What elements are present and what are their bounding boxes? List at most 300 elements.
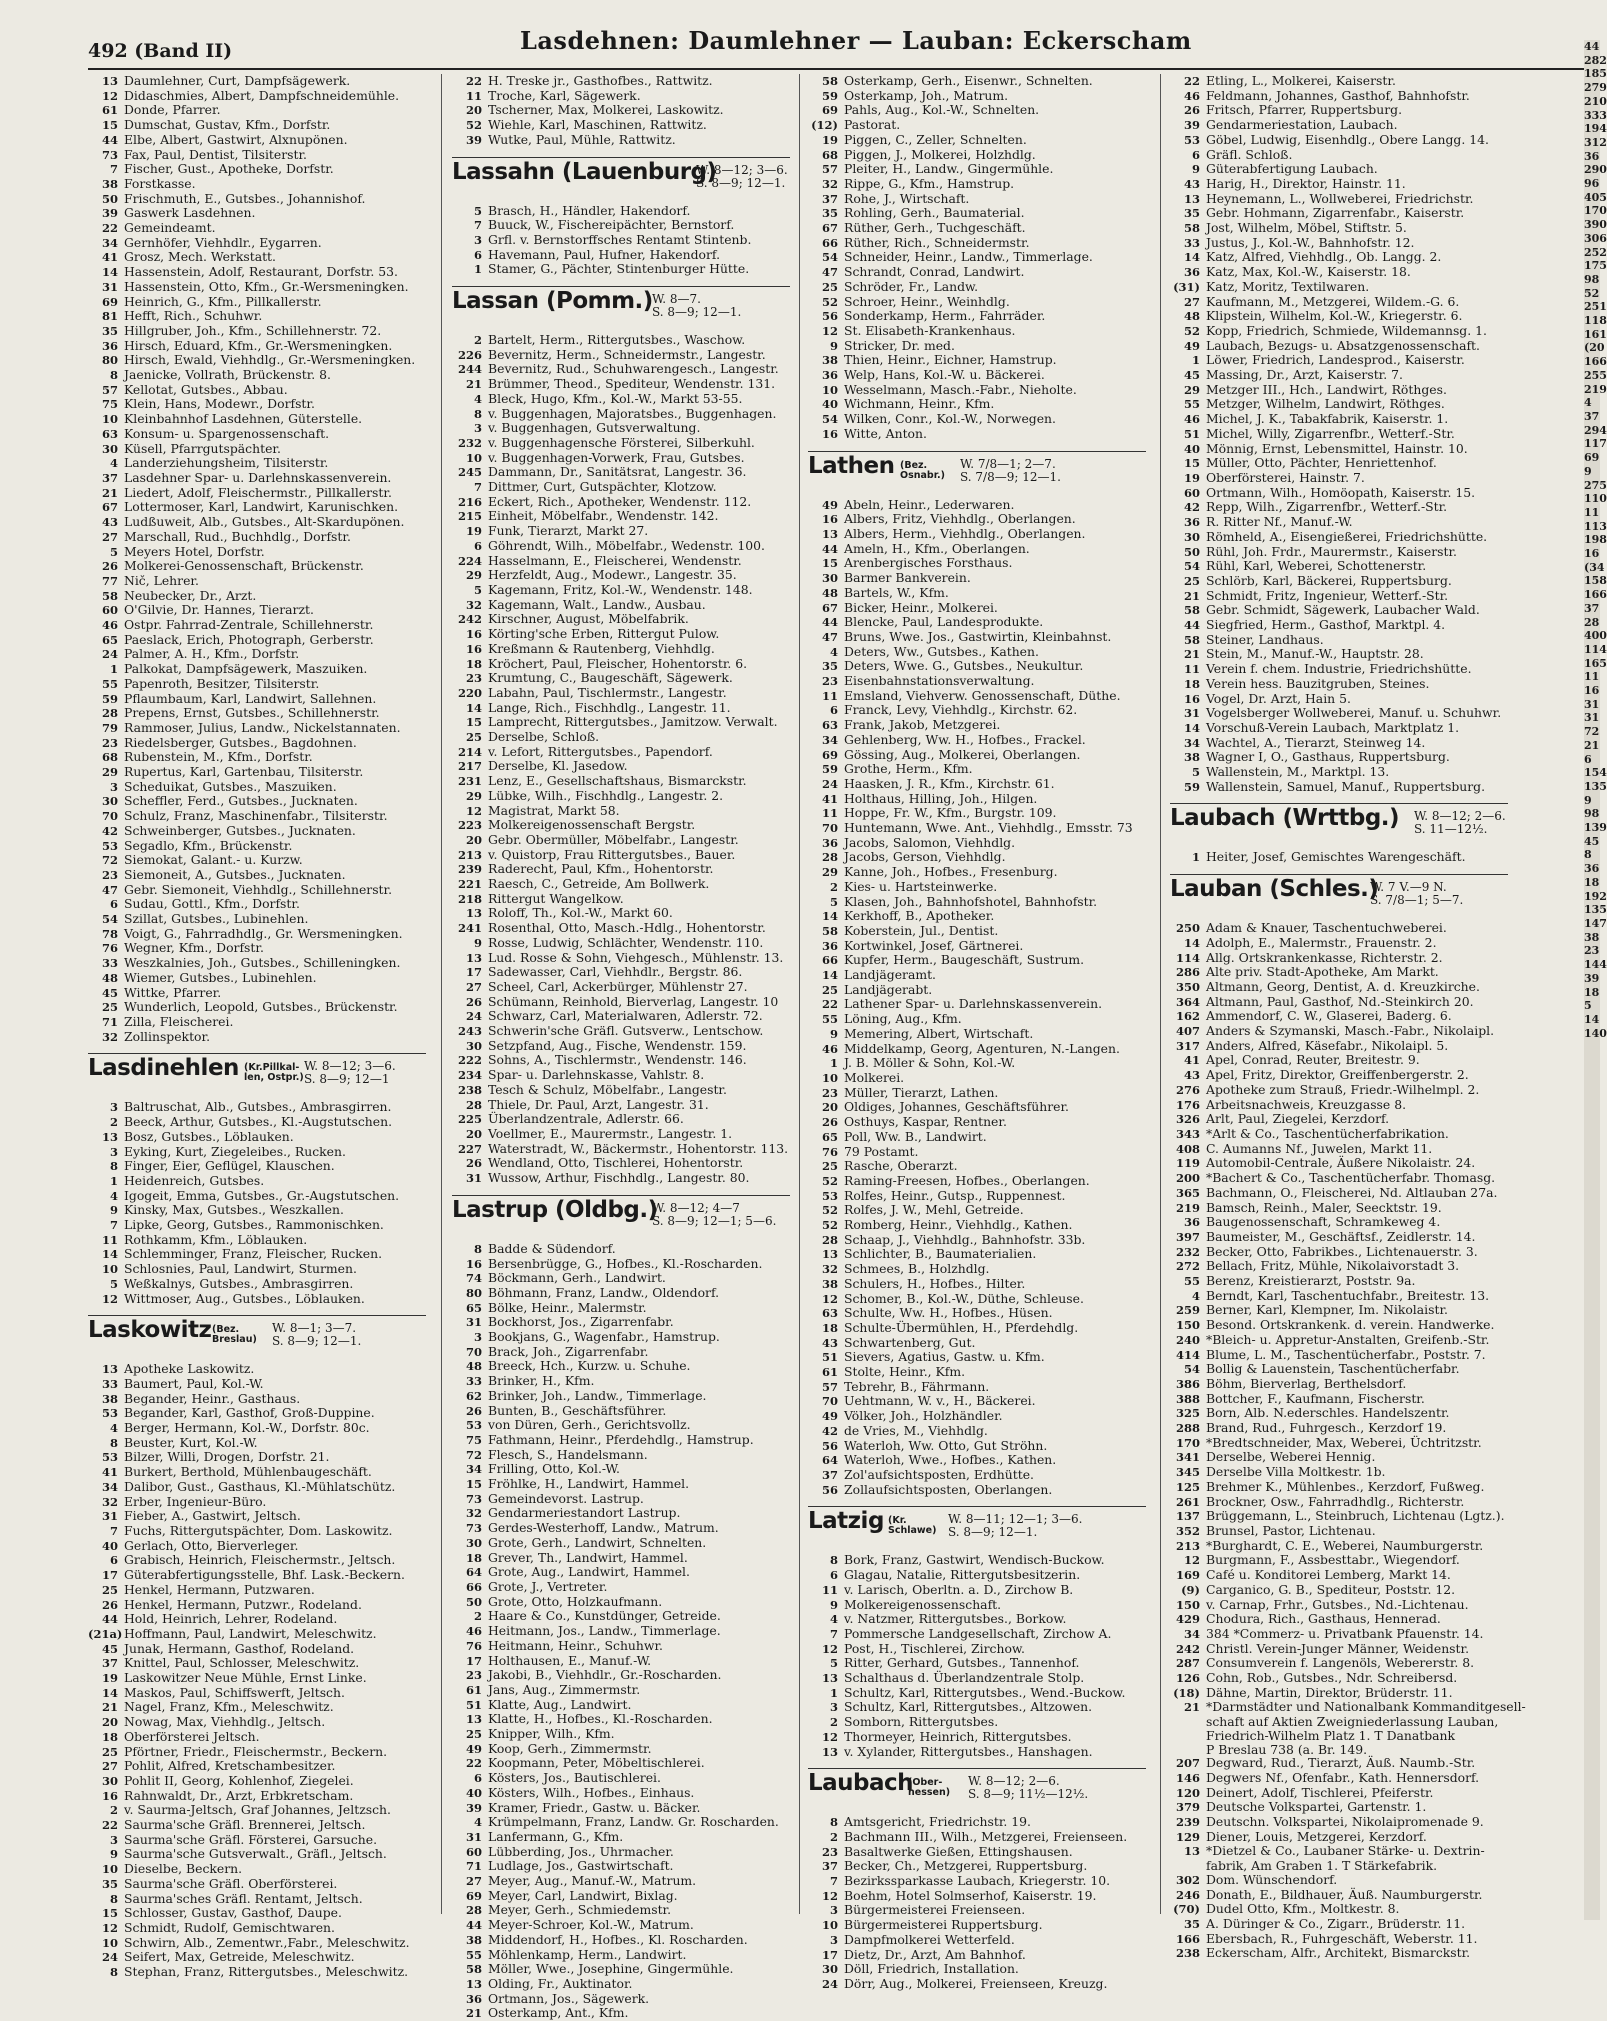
directory-entry	[808, 1277, 1146, 1292]
subscriber-text: Fuchs, Rittergutspächter, Dom. Laskowitz.	[124, 1522, 393, 1538]
phone-number: 232	[1175, 1244, 1200, 1259]
subscriber-text: Waterloh, Wwe., Hofbes., Kathen.	[844, 1452, 1057, 1468]
subscriber-text: Döll, Friedrich, Installation.	[844, 1961, 1019, 1977]
place-heading	[1170, 803, 1508, 844]
directory-entry	[88, 1130, 426, 1145]
subscriber-text: Meyer, Carl, Landwirt, Bixlag.	[488, 1887, 678, 1903]
directory-entry	[452, 1742, 790, 1757]
subscriber-text: Gebr. Schmidt, Sägewerk, Laubacher Wald.	[1206, 602, 1480, 618]
phone-number: 35	[101, 1876, 118, 1891]
subscriber-text: Lipke, Georg, Gutsbes., Rammonischken.	[124, 1217, 384, 1233]
directory-entry	[1170, 662, 1508, 677]
phone-number: 48	[465, 1359, 482, 1374]
subscriber-text: Meyer, Gerh., Schmiedemstr.	[488, 1902, 672, 1918]
phone-number: 14	[821, 968, 838, 983]
phone-number: 259	[1175, 1303, 1200, 1318]
directory-entry	[88, 1833, 426, 1848]
directory-entry	[808, 148, 1146, 163]
edge-number: 69	[1584, 451, 1600, 465]
subscriber-text: Klatte, H., Hofbes., Kl.-Roscharden.	[488, 1711, 713, 1727]
phone-number: 52	[465, 118, 482, 133]
edge-number: 38	[1584, 930, 1600, 944]
place-heading	[88, 1315, 426, 1356]
phone-number: 34	[465, 1462, 482, 1477]
subscriber-text: Saurma'sches Gräfl. Rentamt, Jeltsch.	[124, 1890, 363, 1906]
phone-number: 80	[465, 1285, 482, 1300]
phone-number: 12	[465, 803, 482, 818]
phone-number: 13	[821, 1247, 838, 1262]
subscriber-text: Verein hess. Bauzitgruben, Steines.	[1206, 675, 1430, 691]
phone-number: 37	[821, 191, 838, 206]
directory-entry	[88, 397, 426, 412]
edge-number: 44	[1584, 40, 1600, 53]
subscriber-text: schaft auf Aktien Zweigniederlassung Lauban,	[1206, 1714, 1499, 1730]
edge-number: 185	[1584, 67, 1607, 81]
phone-number: 42	[821, 1423, 838, 1438]
subscriber-text: Dittmer, Curt, Gutspächter, Klotzow.	[488, 479, 717, 495]
directory-entry	[1170, 1729, 1508, 1743]
phone-number: 13	[465, 1976, 482, 1991]
phone-number: 47	[821, 265, 838, 280]
directory-entry	[452, 1433, 790, 1448]
directory-entry	[808, 1642, 1146, 1657]
directory-entry	[808, 1815, 1146, 1830]
directory-entry	[808, 1056, 1146, 1071]
phone-number: 27	[465, 979, 482, 994]
directory-entry	[808, 821, 1146, 836]
phone-number: 32	[821, 1262, 838, 1277]
phone-number: (31)	[1173, 279, 1200, 294]
office-hours: W. 8—7. S. 8—9; 12—1.	[652, 292, 742, 320]
directory-entry	[808, 1598, 1146, 1613]
phone-number: 44	[821, 541, 838, 556]
edge-number: 194	[1584, 122, 1607, 136]
subscriber-text: Ebersbach, R., Fuhrgeschäft, Weberstr. 11.	[1206, 1930, 1478, 1946]
phone-number: 51	[821, 1350, 838, 1365]
phone-number: 1	[1191, 353, 1200, 368]
subscriber-text: Bevernitz, Herm., Schneidermstr., Langestr.	[488, 346, 766, 362]
directory-entry	[88, 250, 426, 265]
directory-entry	[88, 500, 426, 515]
phone-number: 21	[101, 1700, 118, 1715]
phone-number: 69	[101, 294, 118, 309]
subscriber-text: Schümann, Reinhold, Bierverlag, Langestr. 10	[488, 993, 779, 1009]
directory-entry	[88, 883, 426, 898]
directory-entry	[808, 1086, 1146, 1101]
directory-entry	[1170, 1348, 1508, 1363]
subscriber-text: Dammann, Dr., Sanitätsrat, Langestr. 36.	[488, 464, 747, 480]
subscriber-text: Lathener Spar- u. Darlehnskassenverein.	[844, 996, 1103, 1012]
subscriber-text: Jost, Wilhelm, Möbel, Stiftstr. 5.	[1206, 220, 1407, 236]
subscriber-text: Abeln, Heinr., Lederwaren.	[844, 496, 1015, 512]
phone-number: 30	[101, 441, 118, 456]
phone-number: 19	[1183, 470, 1200, 485]
phone-number: (70)	[1173, 1902, 1200, 1917]
directory-entry	[88, 868, 426, 883]
phone-number: 36	[465, 1991, 482, 2006]
directory-entry	[1170, 1917, 1508, 1932]
office-hours: W. 8—12; 2—6. S. 8—9; 11½—12½.	[968, 1774, 1089, 1802]
subscriber-text: Friedrich-Wilhelm Platz 1. T Danatbank	[1206, 1727, 1456, 1743]
subscriber-text: Weßkalnys, Gutsbes., Ambrasgirren.	[124, 1275, 354, 1291]
subscriber-text: Erber, Ingenieur-Büro.	[124, 1493, 267, 1509]
directory-entry	[808, 1903, 1146, 1918]
directory-entry	[1170, 1888, 1508, 1903]
subscriber-text: Olding, Fr., Auktinator.	[488, 1975, 633, 1991]
directory-entry	[1170, 1715, 1508, 1729]
directory-entry	[452, 1786, 790, 1801]
directory-entry	[88, 353, 426, 368]
edge-number: 9	[1584, 464, 1592, 478]
phone-number: 6	[1191, 147, 1200, 162]
subscriber-text: Böhmann, Franz, Landw., Oldendorf.	[488, 1284, 720, 1300]
phone-number: 288	[1175, 1421, 1200, 1436]
subscriber-text: Apel, Fritz, Direktor, Greiffenbergerstr. 2.	[1206, 1067, 1469, 1083]
office-hours: W. 8—11; 12—1; 3—6. S. 8—9; 12—1.	[948, 1512, 1083, 1540]
directory-entry	[1170, 1156, 1508, 1171]
directory-entry	[1170, 1771, 1508, 1786]
directory-entry	[88, 515, 426, 530]
phone-number: 54	[821, 250, 838, 265]
phone-number: 52	[821, 1203, 838, 1218]
phone-number: 59	[101, 691, 118, 706]
subscriber-text: Dörr, Aug., Molkerei, Freienseen, Kreuzg.	[844, 1975, 1108, 1991]
subscriber-text: fabrik, Am Graben 1. T Stärkefabrik.	[1206, 1858, 1438, 1874]
phone-number: 46	[1183, 88, 1200, 103]
phone-number: 69	[821, 747, 838, 762]
directory-entry	[88, 765, 426, 780]
subscriber-text: Gebr. Siemoneit, Viehhdlg., Schillehnerstr.	[124, 881, 393, 897]
directory-entry	[452, 774, 790, 789]
phone-number: 79	[101, 720, 118, 735]
edge-number: 140	[1584, 1026, 1607, 1040]
directory-entry	[808, 1889, 1146, 1904]
directory-entry	[88, 794, 426, 809]
phone-number: 39	[1183, 118, 1200, 133]
directory-entry	[1170, 574, 1508, 589]
edge-number: 6	[1584, 752, 1592, 766]
subscriber-text: Bunten, B., Geschäftsführer.	[488, 1402, 667, 1418]
subscriber-text: Lasdehner Spar- u. Darlehnskassenverein.	[124, 469, 392, 485]
directory-entry	[452, 568, 790, 583]
subscriber-text: Kanne, Joh., Hofbes., Fresenburg.	[844, 864, 1058, 880]
subscriber-text: Bartels, W., Kfm.	[844, 584, 949, 600]
directory-entry	[88, 1715, 426, 1730]
phone-number: 30	[821, 1962, 838, 1977]
subscriber-text: Grote, Gerh., Landwirt, Schnelten.	[488, 1534, 707, 1550]
phone-number: 53	[101, 1406, 118, 1421]
directory-entry	[452, 1127, 790, 1142]
phone-number: 38	[101, 176, 118, 191]
subscriber-text: Schulers, H., Hofbes., Hilter.	[844, 1275, 1026, 1291]
subscriber-text: Schmees, B., Holzhdlg.	[844, 1261, 990, 1277]
subscriber-text: Heiter, Josef, Gemischtes Warengeschäft.	[1206, 849, 1466, 865]
subscriber-text: Laskowitzer Neue Mühle, Ernst Linke.	[124, 1670, 367, 1686]
directory-entry	[88, 1218, 426, 1233]
directory-entry	[88, 1233, 426, 1248]
subscriber-text: Boehm, Hotel Solmserhof, Kaiserstr. 19.	[844, 1887, 1097, 1903]
phone-number: 10	[465, 450, 482, 465]
phone-number: 8	[109, 1891, 118, 1906]
phone-number: 170	[1175, 1435, 1200, 1450]
phone-number: 16	[465, 641, 482, 656]
subscriber-text: Einheit, Möbelfabr., Wendenstr. 142.	[488, 508, 719, 524]
phone-number: 17	[101, 1568, 118, 1583]
place-name: Latzig	[808, 1508, 884, 1535]
directory-entry	[1170, 1215, 1508, 1230]
directory-entry	[1170, 1656, 1508, 1671]
subscriber-text: Ameln, H., Kfm., Oberlangen.	[844, 540, 1030, 556]
phone-number: 23	[465, 1668, 482, 1683]
directory-entry	[808, 1130, 1146, 1145]
phone-number: 38	[821, 1276, 838, 1291]
directory-entry	[452, 362, 790, 377]
directory-entry	[1170, 1686, 1508, 1701]
subscriber-text: Gendarmeriestation, Laubach.	[1206, 117, 1398, 133]
phone-number: 70	[821, 821, 838, 836]
directory-entry	[808, 777, 1146, 792]
directory-entry	[1170, 456, 1508, 471]
subscriber-text: Waterloh, Ww. Otto, Gut Ströhn.	[844, 1437, 1048, 1453]
phone-number: 7	[109, 162, 118, 177]
subscriber-text: Glagau, Natalie, Rittergutsbesitzerin.	[844, 1567, 1081, 1583]
directory-entry	[88, 324, 426, 339]
directory-entry	[808, 1715, 1146, 1730]
phone-number: 388	[1175, 1391, 1200, 1406]
phone-number: 12	[821, 1888, 838, 1903]
directory-entry	[808, 295, 1146, 310]
directory-entry	[808, 542, 1146, 557]
edge-number: 72	[1584, 725, 1600, 739]
office-hours: W. 8—12; 2—6. S. 11—12½.	[1414, 809, 1506, 837]
directory-entry	[1170, 1245, 1508, 1260]
subscriber-text: v. Buggenhagen, Majoratsbes., Buggenhagen.	[488, 405, 777, 421]
phone-number: 58	[465, 1962, 482, 1977]
phone-number: 37	[821, 1467, 838, 1482]
directory-entry	[808, 1292, 1146, 1307]
directory-entry	[452, 451, 790, 466]
directory-entry	[808, 1380, 1146, 1395]
subscriber-text: Ludlage, Jos., Gastwirtschaft.	[488, 1858, 674, 1874]
edge-number: 118	[1584, 314, 1607, 328]
directory-entry	[1170, 353, 1508, 368]
phone-number: 50	[101, 191, 118, 206]
edge-number: 37	[1584, 409, 1600, 423]
edge-number: 210	[1584, 94, 1607, 108]
directory-entry	[88, 118, 426, 133]
subscriber-text: Becker, Otto, Fabrikbes., Lichtenauerstr. 3.	[1206, 1243, 1478, 1259]
directory-entry	[452, 1609, 790, 1624]
phone-number: 21	[465, 377, 482, 392]
phone-number: 397	[1175, 1229, 1200, 1244]
subscriber-text: Rühl, Karl, Weberei, Schottenerstr.	[1206, 558, 1427, 574]
directory-entry	[452, 642, 790, 657]
phone-number: (12)	[811, 118, 838, 133]
directory-entry	[452, 1083, 790, 1098]
directory-entry	[1170, 1098, 1508, 1113]
phone-number: 17	[465, 965, 482, 980]
phone-number: 18	[821, 1320, 838, 1335]
subscriber-text: Begander, Heinr., Gasthaus.	[124, 1390, 301, 1406]
place-name: Lasdinehlen	[88, 1055, 239, 1082]
phone-number: 250	[1175, 921, 1200, 936]
phone-number: 21	[465, 2006, 482, 2021]
directory-entry	[452, 759, 790, 774]
phone-number: 126	[1175, 1671, 1200, 1686]
directory-entry	[452, 248, 790, 263]
phone-number: 5	[473, 203, 482, 218]
subscriber-text: Waterstradt, W., Bäckermstr., Hohentorstr. 113.	[488, 1140, 789, 1156]
subscriber-text: Kortwinkel, Josef, Gärtnerei.	[844, 937, 1024, 953]
phone-number: 27	[1183, 294, 1200, 309]
directory-entry	[1170, 1289, 1508, 1304]
phone-number: 16	[465, 627, 482, 642]
phone-number: 48	[101, 970, 118, 985]
subscriber-text: Degwers Nf., Ofenfabr., Kath. Hennersdorf.	[1206, 1769, 1480, 1785]
subscriber-text: C. Aumanns Nf., Juwelen, Markt 11.	[1206, 1140, 1433, 1156]
subscriber-text: Derselbe, Schloß.	[488, 729, 600, 745]
phone-number: 9	[1191, 162, 1200, 177]
directory-entry	[452, 1580, 790, 1595]
subscriber-text: Konsum- u. Spargenossenschaft.	[124, 425, 330, 441]
subscriber-text: Zollinspektor.	[124, 1028, 211, 1044]
subscriber-text: Thiele, Dr. Paul, Arzt, Langestr. 31.	[488, 1096, 709, 1112]
directory-entry	[452, 233, 790, 248]
phone-number: (9)	[1181, 1582, 1200, 1597]
directory-entry	[452, 1551, 790, 1566]
directory-entry	[88, 339, 426, 354]
phone-number: 45	[101, 1641, 118, 1656]
subscriber-text: Flesch, S., Handelsmann.	[488, 1446, 648, 1462]
phone-number: 28	[101, 706, 118, 721]
subscriber-text: Wunderlich, Leopold, Gutsbes., Brückenstr.	[124, 999, 398, 1015]
phone-number: 386	[1175, 1376, 1200, 1391]
subscriber-text: Pohlit II, Georg, Kohlenhof, Ziegelei.	[124, 1772, 354, 1788]
phone-number: 60	[465, 1844, 482, 1859]
subscriber-text: Welp, Hans, Kol.-W. u. Bäckerei.	[844, 367, 1045, 383]
directory-entry	[452, 1962, 790, 1977]
subscriber-text: Fischer, Gust., Apotheke, Dorfstr.	[124, 161, 334, 177]
subscriber-text: Nič, Lehrer.	[124, 572, 199, 588]
subscriber-text: Diener, Louis, Metzgerei, Kerzdorf.	[1206, 1828, 1427, 1844]
directory-entry	[1170, 1274, 1508, 1289]
phone-number: 10	[821, 382, 838, 397]
directory-entry	[808, 383, 1146, 398]
subscriber-text: Apel, Conrad, Reuter, Breitestr. 9.	[1206, 1052, 1420, 1068]
subscriber-text: Wendland, Otto, Tischlerei, Hohentorstr.	[488, 1155, 744, 1171]
directory-entry	[88, 1656, 426, 1671]
directory-entry	[452, 671, 790, 686]
phone-number: 287	[1175, 1656, 1200, 1671]
subscriber-text: Lange, Rich., Fischhdlg., Langestr. 11.	[488, 699, 731, 715]
subscriber-text: Bartelt, Herm., Rittergutsbes., Waschow.	[488, 332, 746, 348]
directory-entry	[1170, 1800, 1508, 1815]
directory-entry	[88, 1936, 426, 1951]
subscriber-text: Ritter, Gerhard, Gutsbes., Tannenhof.	[844, 1655, 1080, 1671]
directory-entry	[88, 1612, 426, 1627]
column-divider	[441, 74, 442, 1914]
phone-number: 35	[821, 206, 838, 221]
phone-number: 16	[1183, 691, 1200, 706]
subscriber-text: Löning, Aug., Kfm.	[844, 1011, 962, 1027]
subscriber-text: v. Buggenhagensche Försterei, Silberkuhl.	[488, 434, 755, 450]
phone-number: 59	[821, 88, 838, 103]
subscriber-text: Meyer, Aug., Manuf.-W., Matrum.	[488, 1873, 697, 1889]
directory-entry	[452, 995, 790, 1010]
subscriber-text: Jacobs, Salomon, Viehhdlg.	[844, 834, 1016, 850]
directory-entry	[808, 265, 1146, 280]
subscriber-text: Bevernitz, Rud., Schuhwarengesch., Langestr.	[488, 361, 779, 377]
phone-number: 38	[465, 1932, 482, 1947]
directory-entry	[1170, 486, 1508, 501]
directory-entry	[88, 927, 426, 942]
subscriber-text: Wesselmann, Masch.-Fabr., Nieholte.	[844, 381, 1077, 397]
directory-entry	[88, 941, 426, 956]
phone-number: 41	[821, 791, 838, 806]
phone-number: 5	[109, 544, 118, 559]
subscriber-text: Lübke, Wilh., Fischhdlg., Langestr. 2.	[488, 787, 724, 803]
subscriber-text: Seifert, Max, Getreide, Meleschwitz.	[124, 1949, 355, 1965]
directory-entry	[88, 206, 426, 221]
directory-entry	[808, 792, 1146, 807]
subscriber-text: Fathmann, Heinr., Pferdehdlg., Hamstrup.	[488, 1431, 754, 1447]
directory-entry	[1170, 603, 1508, 618]
phone-number: 7	[109, 1218, 118, 1233]
edge-number: 8	[1584, 848, 1592, 862]
subscriber-text: Stein, M., Manuf.-W., Hauptstr. 28.	[1206, 646, 1424, 662]
phone-number: 325	[1175, 1406, 1200, 1421]
phone-number: 76	[465, 1638, 482, 1653]
phone-number: 55	[465, 1947, 482, 1962]
phone-number: 32	[465, 1506, 482, 1521]
directory-entry	[808, 1336, 1146, 1351]
directory-entry	[88, 471, 426, 486]
phone-number: 343	[1175, 1127, 1200, 1141]
subscriber-text: Kramer, Friedr., Gastw. u. Bäcker.	[488, 1799, 701, 1815]
phone-number: 56	[821, 1438, 838, 1453]
directory-entry	[452, 103, 790, 118]
subscriber-text: H. Treske jr., Gasthofbes., Rattwitz.	[488, 73, 713, 88]
phone-number: 44	[101, 1612, 118, 1627]
edge-number: 333	[1584, 108, 1607, 122]
subscriber-text: Barmer Bankverein.	[844, 570, 971, 586]
directory-entry	[1170, 1333, 1508, 1348]
directory-entry	[452, 495, 790, 510]
directory-column-1	[88, 73, 426, 1980]
phone-number: 30	[101, 794, 118, 809]
directory-entry	[1170, 995, 1508, 1010]
directory-entry	[452, 1712, 790, 1727]
directory-entry	[1170, 1436, 1508, 1451]
phone-number: 65	[465, 1300, 482, 1315]
subscriber-text: Zilla, Fleischerei.	[124, 1014, 234, 1029]
directory-entry	[88, 309, 426, 324]
directory-entry	[808, 339, 1146, 354]
edge-number: 117	[1584, 437, 1607, 451]
phone-number: 59	[821, 762, 838, 777]
phone-number: 125	[1175, 1479, 1200, 1494]
phone-number: 48	[821, 585, 838, 600]
phone-number: 23	[101, 867, 118, 882]
edge-number: 139	[1584, 821, 1607, 835]
phone-number: 38	[101, 1391, 118, 1406]
directory-entry	[808, 601, 1146, 616]
edge-number: 165	[1584, 656, 1607, 670]
subscriber-text: Michel, J. K., Tabakfabrik, Kaiserstr. 1.	[1206, 411, 1449, 427]
subscriber-text: Bürgermeisterei Freienseen.	[844, 1902, 1026, 1918]
subscriber-text: Adolph, E., Malermstr., Frauenstr. 2.	[1206, 934, 1437, 950]
phone-number: 243	[457, 1024, 482, 1039]
